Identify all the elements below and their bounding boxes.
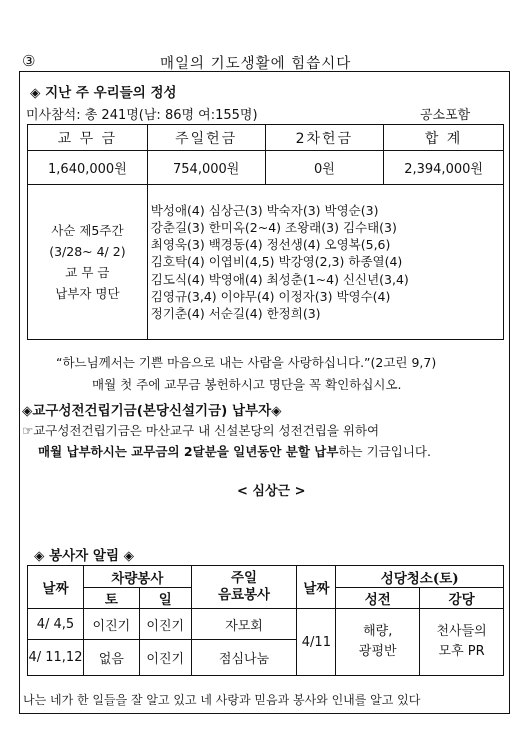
payer-label (28, 185, 148, 340)
building-fund-heading: ◈교구성전건립기금(본당신설기금) 납부자◈ (22, 403, 282, 419)
weekly-offering-heading: ◈ 지난 주 우리들의 정성 (30, 85, 177, 101)
col-header-tithe: 교 무 금 (28, 125, 148, 151)
payer-line: 박성애(4) 심상근(3) 박숙자(3) 박영순(3) (150, 202, 379, 218)
payer-line: 김도식(4) 박영애(4) 최성춘(1~4) 신신년(3,4) (150, 271, 409, 287)
amount-second: 0원 (265, 151, 384, 185)
header-date: 날짜 (28, 566, 84, 609)
payer-line: 김영규(3,4) 이야무(4) 이정자(3) 박영수(4) (150, 288, 391, 304)
header-drink-line: 음료봉사 (217, 587, 271, 603)
page-title: 매일의 기도생활에 힘씁시다 (160, 56, 352, 72)
header-cleaning: 성당청소(토) (336, 566, 504, 588)
hall-team-line: 모후 PR (438, 644, 485, 659)
payer-line: 최영욱(3) 백경동(4) 정선생(4) 오영복(5,6) (150, 237, 391, 253)
row1-sat: 이진기 (83, 609, 139, 640)
volunteer-table (27, 565, 504, 676)
hall-team (420, 609, 504, 676)
scripture-quote: “하느님께서는 기쁜 마음으로 내는 사람을 사랑하십니다.”(2고린 9,7) (56, 355, 437, 370)
building-fund-payer: < 심상근 > (237, 484, 306, 499)
payer-label-line: 사순 제5주간 (51, 223, 124, 238)
row2-sun: 이진기 (139, 640, 191, 676)
hall-team-line: 천사들의 (436, 624, 487, 639)
sanctuary-team (336, 609, 420, 676)
header-hall: 강당 (420, 588, 504, 609)
header-date2: 날짜 (297, 566, 336, 609)
amount-sunday: 754,000원 (147, 151, 265, 185)
header-drink (191, 566, 297, 609)
amount-tithe: 1,640,000원 (28, 151, 148, 185)
building-fund-rest: 하는 기금입니다. (338, 444, 431, 459)
sanctuary-team-line: 해량, (363, 624, 393, 639)
row2-date: 4/ 11,12 (28, 640, 84, 676)
payer-label-line: 납부자 명단 (55, 286, 120, 301)
payer-label-line: 교 무 금 (65, 265, 110, 280)
tithe-reminder: 매월 첫 주에 교무금 봉헌하시고 명단을 꼭 확인하십시오. (92, 377, 402, 392)
attendance-note: 공소포함 (420, 108, 471, 123)
page-number: ③ (22, 52, 36, 70)
row1-sun: 이진기 (139, 609, 191, 640)
attendance-text: 미사참석: 총 241명(남: 86명 여:155명) (26, 108, 258, 123)
payer-line: 정기춘(4) 서순길(4) 한정희(3) (150, 306, 321, 321)
header-drink-line: 주일 (230, 570, 258, 586)
col-header-total: 합 계 (384, 125, 504, 151)
payer-line: 강춘길(3) 한미옥(2~4) 조왕래(3) 김수태(3) (150, 219, 397, 235)
footer-verse: 나는 네가 한 일들을 잘 알고 있고 네 사랑과 믿음과 봉사와 인내를 알고 있다 (23, 693, 421, 707)
col-header-sunday: 주일헌금 (147, 125, 265, 151)
offering-table (27, 124, 504, 340)
header-sat: 토 (83, 588, 139, 609)
row1-date: 4/ 4,5 (28, 609, 84, 640)
row1-drink: 자모회 (191, 609, 297, 640)
amount-total: 2,394,000원 (384, 151, 504, 185)
payer-label-line: (3/28~ 4/ 2) (49, 244, 126, 259)
header-sun: 일 (139, 588, 191, 609)
cleaning-date: 4/11 (297, 609, 336, 676)
volunteers-heading: ◈ 봉사자 알림 ◈ (34, 548, 135, 564)
building-fund-line2 (38, 442, 431, 460)
payer-line: 김호탁(4) 이엽비(4,5) 박강영(2,3) 하종열(4) (150, 254, 403, 270)
row2-drink: 점심나눔 (191, 640, 297, 676)
building-fund-line1: ☞교구성전건립기금은 마산교구 내 신설본당의 성전건립을 위하여 (22, 423, 380, 438)
row2-sat: 없음 (83, 640, 139, 676)
sanctuary-team-line: 광평반 (358, 644, 397, 659)
header-vehicle: 차량봉사 (83, 566, 191, 588)
building-fund-emphasis: 매월 납부하시는 교무금의 2달분을 일년동안 분할 납부 (38, 444, 339, 459)
payer-list (147, 185, 503, 340)
header-sanctuary: 성전 (336, 588, 420, 609)
col-header-second: 2차헌금 (265, 125, 384, 151)
